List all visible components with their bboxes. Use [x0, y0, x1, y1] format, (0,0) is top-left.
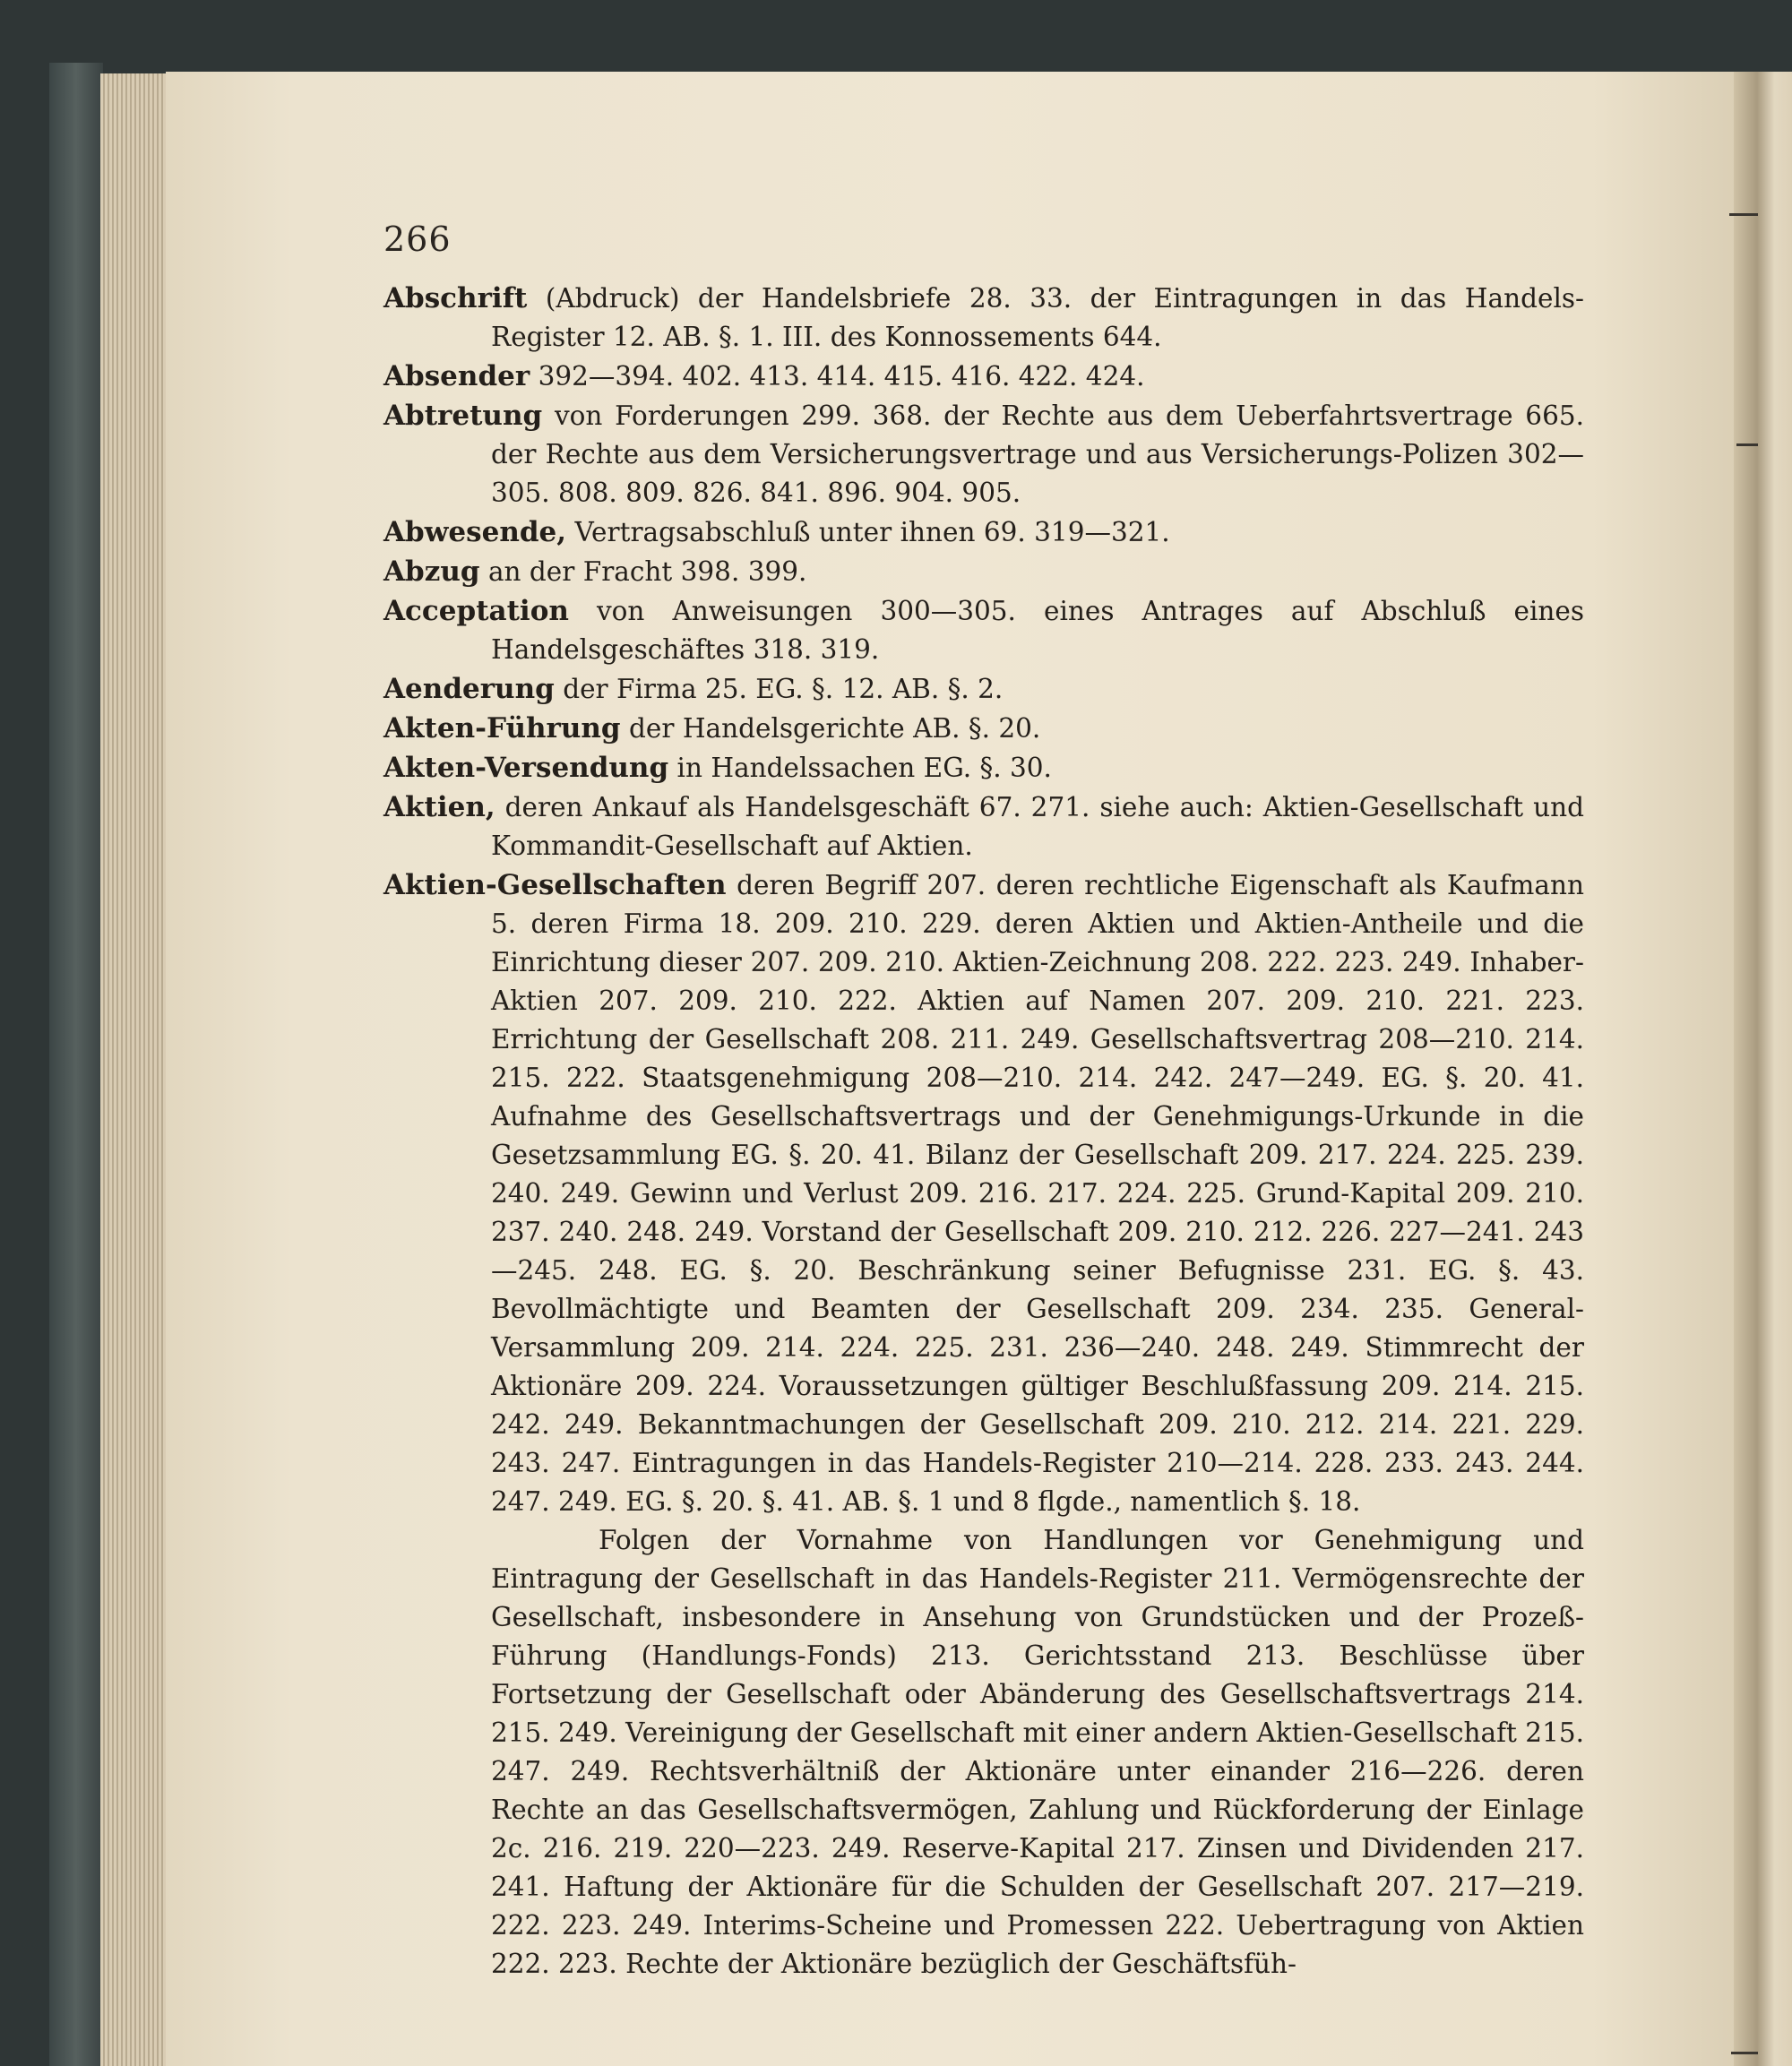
book-gutter — [1734, 72, 1792, 2066]
entry-text: an der Fracht 398. 399. — [487, 556, 807, 587]
index-entry — [383, 397, 1584, 512]
index-entry — [383, 592, 1584, 669]
entry-heading: Akten-Führung — [383, 712, 621, 745]
continuation-paragraph: Folgen der Vornahme von Handlungen vor Genehmigung und Eintragung der Gesellschaft in das Handels-Register 211. Vermögensrechte der Gesellschaft, insbesondere in Ansehung von Grundstücken und der Prozeß-Führung (Handlungs-Fonds) 213. Gerichtsstand 213. Beschlüsse über Fortsetzung der Gesellschaft oder Abänderung des Gesellschaftsvertrags 214. 215. 249. Vereinigung der Gesellschaft mit einer andern Aktien-Gesellschaft 215. 247. 249. Rechtsverhältniß der Aktionäre unter einander 216—226. deren Rechte an das Gesellschaftsvermögen, Zahlung und Rückforderung der Einlage 2c. 216. 219. 220—223. 249. Reserve-Kapital 217. Zinsen und Dividenden 217. 241. Haftung der Aktionäre für die Schulden der Gesellschaft 207. 217—219. 222. 223. 249. Interims-Scheine und Promessen 222. Uebertragung von Aktien 222. 223. Rechte der Aktionäre bezüglich der Geschäftsfüh- — [491, 1525, 1584, 1979]
index-content — [383, 280, 1584, 1984]
entry-text: 392—394. 402. 413. 414. 415. 416. 422. 424. — [538, 361, 1145, 392]
entry-heading: Abschrift — [383, 282, 528, 314]
margin-tick-middle — [1736, 443, 1758, 446]
margin-tick-bottom — [1731, 2052, 1758, 2054]
entry-heading: Abwesende, — [383, 516, 567, 548]
index-entry — [383, 280, 1584, 357]
entry-heading: Abzug — [383, 555, 480, 588]
page-stack-edge — [100, 73, 172, 2066]
index-entry — [383, 710, 1584, 748]
entry-heading: Aktien, — [383, 791, 495, 823]
entry-heading: Aenderung — [383, 673, 555, 705]
entry-text: deren Begriff 207. deren rechtliche Eigenschaft als Kaufmann 5. deren Firma 18. 209. 210. 229. deren Aktien und Aktien-Antheile und die Einrichtung dieser 207. 209. 210. Aktien-Zeichnung 208. 222. 223. 249. Inhaber-Aktien 207. 209. 210. 222. Aktien auf Namen 207. 209. 210. 221. 223. Errichtung der Gesellschaft 208. 211. 249. Gesellschaftsvertrag 208—210. 214. 215. 222. Staatsgenehmigung 208—210. 214. 242. 247—249. EG. §. 20. 41. Aufnahme des Gesellschaftsvertrags und der Genehmigungs-Urkunde in die Gesetzsammlung EG. §. 20. 41. Bilanz der Gesellschaft 209. 217. 224. 225. 239. 240. 249. Gewinn und Verlust 209. 216. 217. 224. 225. Grund-Kapital 209. 210. 237. 240. 248. 249. Vorstand der Gesellschaft 209. 210. 212. 226. 227—241. 243—245. 248. EG. §. 20. Beschränkung seiner Befugnisse 231. EG. §. 43. Bevollmächtigte und Beamten der Gesellschaft 209. 234. 235. General-Versammlung 209. 214. 224. 225. 231. 236—240. 248. 249. Stimmrecht der Aktionäre 209. 224. Voraussetzungen gültiger Beschlußfassung 209. 214. 215. 242. 249. Bekanntmachungen der Gesellschaft 209. 210. 212. 214. 221. 229. 243. 247. Eintragungen in das Handels-Register 210—214. 228. 233. 243. 244. 247. 249. EG. §. 20. §. 41. AB. §. 1 und 8 flgde., namentlich §. 18. — [491, 870, 1584, 1517]
index-entry — [383, 553, 1584, 591]
entry-text: von Anweisungen 300—305. eines Antrages auf Abschluß eines Handelsgeschäftes 318. 319. — [491, 596, 1584, 665]
index-entry — [383, 513, 1584, 552]
entry-text: (Abdruck) der Handelsbriefe 28. 33. der Eintragungen in das Handels-Register 12. AB. §. 1. III. des Konnossements 644. — [491, 283, 1584, 352]
entry-text: der Firma 25. EG. §. 12. AB. §. 2. — [563, 674, 1004, 704]
index-entry — [383, 670, 1584, 709]
margin-tick-top — [1729, 213, 1758, 216]
entry-text: von Forderungen 299. 368. der Rechte aus dem Ueberfahrtsvertrage 665. der Rechte aus dem Versicherungsvertrage und aus Versicherungs-Polizen 302—305. 808. 809. 826. 841. 896. 904. 905. — [491, 400, 1584, 508]
book-cover-edge — [49, 63, 103, 2066]
entry-heading: Akten-Versendung — [383, 752, 669, 784]
index-entry — [383, 357, 1584, 396]
index-entry — [383, 749, 1584, 788]
entry-text: der Handelsgerichte AB. §. 20. — [629, 713, 1041, 744]
entry-heading: Aktien-Gesellschaften — [383, 869, 727, 901]
entry-heading: Acceptation — [383, 595, 569, 627]
index-entry — [383, 788, 1584, 865]
entry-text: in Handelssachen EG. §. 30. — [676, 753, 1052, 783]
index-entry — [383, 866, 1584, 1521]
entry-text: Vertragsabschluß unter ihnen 69. 319—321. — [574, 517, 1170, 547]
entry-text: deren Ankauf als Handelsgeschäft 67. 271. siehe auch: Aktien-Gesellschaft und Kommandit-Gesellschaft auf Aktien. — [491, 792, 1585, 861]
page-number: 266 — [383, 220, 452, 259]
entry-heading: Abtretung — [383, 400, 543, 432]
entry-heading: Absender — [383, 360, 530, 392]
